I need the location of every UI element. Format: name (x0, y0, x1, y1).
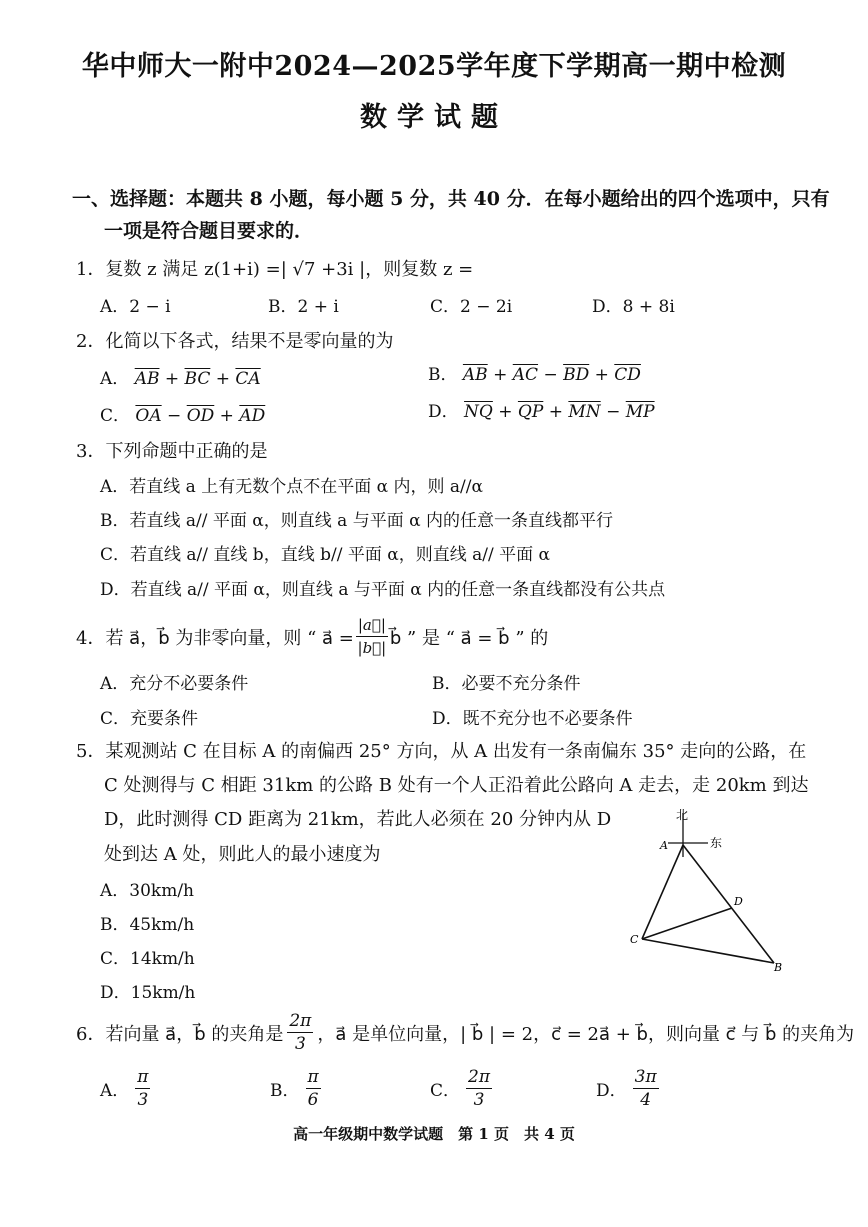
vector-ac: $\overline{AC}$ (512, 365, 539, 385)
q6-label-a: A． (100, 1081, 130, 1101)
operator: + (492, 402, 518, 422)
q4-option-a: A．充分不必要条件 (100, 674, 249, 694)
section-heading: 一、选择题：本题共 8 小题，每小题 5 分，共 40 分．在每小题给出的四个选项中，只有 (72, 188, 830, 210)
point-a-label: A (660, 839, 668, 852)
q4-option-d: D．既不充分也不必要条件 (432, 709, 633, 729)
q6-option-b (270, 1066, 321, 1111)
operator: + (159, 369, 185, 389)
q4-fraction (356, 614, 388, 659)
exam-subtitle: 数学试题 (360, 102, 508, 133)
q6-option-d-fraction (633, 1066, 659, 1111)
q6-option-a-fraction (135, 1066, 150, 1111)
numerator: 3π (634, 1067, 657, 1087)
denominator: 3 (473, 1090, 485, 1110)
operator: − (161, 406, 187, 426)
operator: − (538, 365, 564, 385)
vector-ab: $\overline{AB}$ (134, 369, 160, 389)
q6-option-d (596, 1066, 659, 1111)
q2-option-d (428, 397, 655, 422)
q2-label-d: D． (428, 402, 459, 422)
exam-title: 华中师大一附中2024—2025学年度下学期高一期中检测 (81, 51, 787, 82)
denominator: 4 (640, 1090, 652, 1110)
section-heading-cont: 一项是符合题目要求的． (104, 220, 314, 242)
q3-option-d: D．若直线 a// 平面 α，则直线 a 与平面 α 内的任意一条直线都没有公共点 (100, 580, 666, 600)
numerator: 2π (468, 1067, 491, 1087)
point-d-label: D (734, 895, 743, 908)
q6-stem-part1: 6．若向量 a⃗，b⃗ 的夹角是 (76, 1023, 284, 1045)
q4-stem-prefix: 4．若 a⃗，b⃗ 为非零向量，则 “ a⃗ = (76, 627, 354, 649)
q1-option-d: D．8 + 8i (592, 297, 675, 317)
q6-label-b: B． (270, 1081, 300, 1101)
q6-angle-denominator: 3 (294, 1034, 306, 1054)
q6-stem-part2: ，a⃗ 是单位向量，| b⃗ | = 2，c⃗ = 2a⃗ + b⃗，则向量 c⃗ 与 b⃗ 的夹角为 (317, 1023, 855, 1045)
q3-stem: 3．下列命题中正确的是 (76, 441, 268, 462)
q6-label-d: D． (596, 1081, 627, 1101)
vector-bc: $\overline{BC}$ (184, 369, 211, 389)
vector-ad: $\overline{AD}$ (239, 406, 266, 426)
q2-option-b (428, 360, 641, 385)
vector-ca: $\overline{CA}$ (235, 369, 261, 389)
denominator: 6 (307, 1090, 319, 1110)
q2-option-a (100, 364, 261, 389)
q4-option-b: B．必要不充分条件 (432, 674, 581, 694)
numerator: π (307, 1067, 319, 1087)
q5-stem-line4: 处到达 A 处，则此人的最小速度为 (104, 844, 381, 865)
q2-option-c (100, 401, 265, 426)
q4-option-c: C．充要条件 (100, 709, 199, 729)
q5-stem-line2: C 处测得与 C 相距 31km 的公路 B 处有一个人正沿着此公路向 A 走去，走 20km 到达 (104, 775, 809, 796)
segment-ab (683, 845, 774, 963)
operator: + (589, 365, 615, 385)
operator: + (487, 365, 513, 385)
q5-option-d: D．15km/h (100, 983, 196, 1003)
q5-diagram (620, 805, 800, 975)
q3-option-b: B．若直线 a// 平面 α，则直线 a 与平面 α 内的任意一条直线都平行 (100, 511, 614, 531)
operator: − (600, 402, 626, 422)
vector-oa: $\overline{OA}$ (135, 406, 162, 426)
point-b-label: B (774, 961, 783, 974)
q2-label-c: C． (100, 406, 131, 426)
q4-fraction-numerator: |a⃗| (356, 614, 388, 637)
q1-option-c: C．2 − 2i (430, 297, 513, 317)
point-c-label: C (630, 933, 639, 946)
q4-stem-suffix: b⃗ ” 是 “ a⃗ = b⃗ ” 的 (389, 627, 549, 649)
q5-stem-line1: 5．某观测站 C 在目标 A 的南偏西 25° 方向，从 A 出发有一条南偏东 35° 走向的公路，在 (76, 741, 807, 762)
vector-bd: $\overline{BD}$ (563, 365, 590, 385)
q1-stem: 1．复数 z 满足 z(1+i) =| √7 +3i |，则复数 z = (76, 259, 474, 280)
vector-nq: $\overline{NQ}$ (464, 402, 493, 422)
east-label: 东 (710, 836, 723, 850)
segment-cb (642, 939, 774, 963)
segment-cd (642, 908, 732, 939)
q5-stem-line3: D，此时测得 CD 距离为 21km，若此人必须在 20 分钟内从 D (104, 809, 612, 830)
operator: + (210, 369, 236, 389)
q4-fraction-denominator: |b⃗| (357, 639, 387, 657)
vector-mp: $\overline{MP}$ (625, 402, 655, 422)
denominator: 3 (137, 1090, 149, 1110)
north-label: 北 (676, 808, 689, 822)
q5-option-a: A．30km/h (100, 881, 195, 901)
q6-option-a (100, 1066, 150, 1111)
q6-stem (76, 1010, 854, 1055)
q1-option-a: A．2 − i (100, 297, 171, 317)
q2-label-b: B． (428, 365, 458, 385)
q6-option-c (430, 1066, 492, 1111)
q6-option-c-fraction (466, 1066, 492, 1111)
q5-option-c: C．14km/h (100, 949, 195, 969)
q6-label-c: C． (430, 1081, 461, 1101)
q1-option-b: B．2 + i (268, 297, 339, 317)
vector-mn: $\overline{MN}$ (568, 402, 601, 422)
vector-qp: $\overline{QP}$ (517, 402, 544, 422)
q3-option-a: A．若直线 a 上有无数个点不在平面 α 内，则 a//α (100, 477, 483, 497)
numerator: π (137, 1067, 149, 1087)
q6-angle-fraction (287, 1010, 313, 1055)
vector-ab: $\overline{AB}$ (462, 365, 488, 385)
q6-option-b-fraction (306, 1066, 321, 1111)
q5-option-b: B．45km/h (100, 915, 195, 935)
vector-od: $\overline{OD}$ (186, 406, 215, 426)
q3-option-c: C．若直线 a// 直线 b，直线 b// 平面 α，则直线 a// 平面 α (100, 545, 551, 565)
q2-stem: 2．化简以下各式，结果不是零向量的为 (76, 331, 394, 352)
operator: + (214, 406, 240, 426)
q2-label-a: A． (100, 369, 130, 389)
segment-ac (642, 845, 683, 939)
vector-cd: $\overline{CD}$ (614, 365, 641, 385)
page-footer: 高一年级期中数学试题 第 1 页 共 4 页 (293, 1125, 575, 1143)
operator: + (543, 402, 569, 422)
q4-stem (76, 614, 548, 659)
q6-angle-numerator: 2π (289, 1011, 312, 1031)
